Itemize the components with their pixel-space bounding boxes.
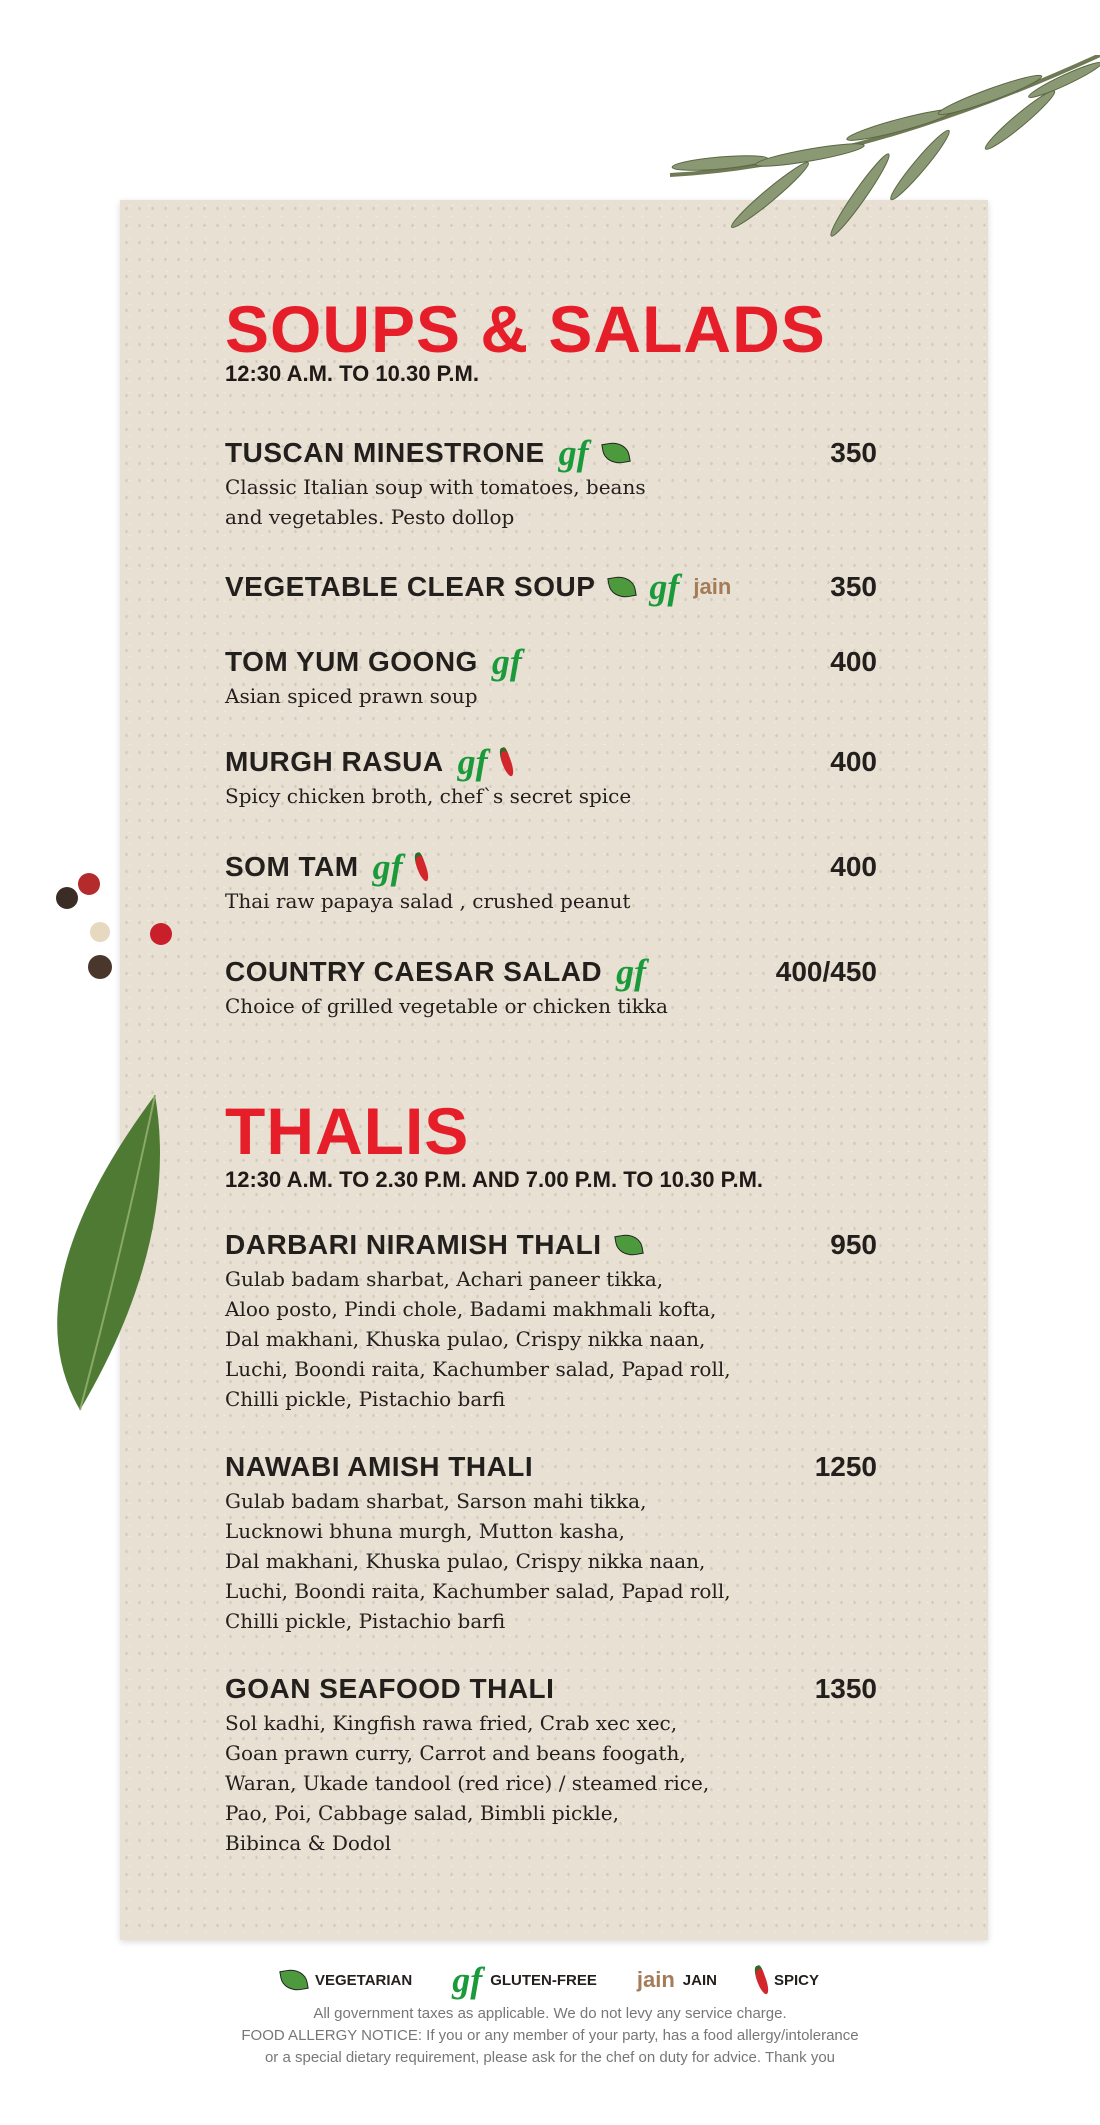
peppercorn-decoration: [56, 887, 78, 909]
item-description: Spicy chicken broth, chef`s secret spice: [225, 784, 632, 808]
item-description: Sol kadhi, Kingfish rawa fried, Crab xec xec, Goan prawn curry, Carrot and beans foogath, Waran, Ukade tandool (red rice) / steamed rice, Pao, Poi, Cabbage salad, Bimbli pickle, Bibinca & Dodol: [225, 1711, 710, 1855]
bay-leaf-decoration: [30, 1090, 170, 1420]
vegetarian-icon: [601, 440, 630, 466]
peppercorn-decoration: [88, 955, 112, 979]
item-name: NAWABI AMISH THALI: [225, 1451, 534, 1482]
gluten-free-icon: gf: [558, 433, 589, 473]
item-description: Asian spiced prawn soup: [225, 684, 478, 708]
legend-label: VEGETARIAN: [314, 1971, 413, 1989]
section-title-thalis: THALIS: [225, 1094, 470, 1168]
menu-item: [225, 567, 877, 607]
item-name: COUNTRY CAESAR SALAD: [225, 956, 603, 987]
spicy-icon: [752, 1964, 771, 1995]
menu-item: [225, 433, 877, 532]
gluten-free-icon: gf: [457, 742, 488, 782]
legend-label: JAIN: [682, 1971, 717, 1989]
allergy-notice-line: FOOD ALLERGY NOTICE: If you or any member of your party, has a food allergy/intolerance: [241, 2027, 859, 2044]
allergy-notice-line: or a special dietary requirement, please ask for the chef on duty for advice. Thank you: [264, 2049, 836, 2066]
item-name: DARBARI NIRAMISH THALI: [225, 1229, 602, 1260]
item-name: TOM YUM GOONG: [225, 646, 478, 677]
peppercorn-decoration: [78, 873, 100, 895]
jain-icon: jain: [636, 1967, 675, 1992]
item-price: 350: [830, 437, 877, 468]
vegetarian-icon: [279, 1967, 308, 1993]
peppercorn-decoration: [150, 923, 172, 945]
footer-notice: [0, 2003, 1100, 2069]
item-description: Gulab badam sharbat, Sarson mahi tikka, Lucknowi bhuna murgh, Mutton kasha, Dal makhani, Khuska pulao, Crispy nikka naan, Luchi, Boondi raita, Kachumber salad, Papad roll, Chilli pickle, Pistachio barfi: [225, 1489, 731, 1633]
gluten-free-icon: gf: [452, 1960, 483, 2000]
section-hours-thalis: 12:30 A.M. TO 2.30 P.M. AND 7.00 P.M. TO 10.30 P.M.: [225, 1167, 764, 1192]
legend-label: SPICY: [773, 1971, 819, 1989]
legend-vegetarian: [281, 1969, 412, 1991]
item-price: 350: [830, 571, 877, 602]
gluten-free-icon: gf: [616, 952, 647, 992]
item-name: TUSCAN MINESTRONE: [225, 437, 545, 468]
legend-jain: [637, 1967, 717, 1993]
vegetarian-icon: [614, 1232, 643, 1258]
item-description: Thai raw papaya salad , crushed peanut: [225, 889, 631, 913]
legend-label: GLUTEN-FREE: [490, 1971, 597, 1989]
item-price: 1250: [814, 1451, 877, 1482]
legend-gluten-free: [452, 1962, 597, 1998]
item-price: 950: [830, 1229, 877, 1260]
item-name: GOAN SEAFOOD THALI: [225, 1673, 555, 1704]
menu-item: [225, 952, 877, 1021]
peppercorn-decoration: [90, 922, 110, 942]
rosemary-decoration: [660, 55, 1100, 255]
item-price: 400: [830, 646, 877, 677]
gluten-free-icon: gf: [372, 847, 403, 887]
legend-spicy: [757, 1965, 819, 1995]
menu-item: [225, 742, 877, 811]
gluten-free-icon: gf: [491, 642, 522, 682]
item-name: VEGETABLE CLEAR SOUP: [225, 571, 596, 602]
gluten-free-icon: gf: [649, 567, 680, 607]
menu-item: [225, 1228, 877, 1414]
spicy-icon: [412, 851, 431, 882]
item-description: Choice of grilled vegetable or chicken tikka: [225, 994, 668, 1018]
legend: [0, 1962, 1100, 1998]
item-description: Gulab badam sharbat, Achari paneer tikka, Aloo posto, Pindi chole, Badami makhmali kofta, Dal makhani, Khuska pulao, Crispy nikka naan, Luchi, Boondi raita, Kachumber salad, Papad roll, Chilli pickle, Pistachio barfi: [225, 1267, 731, 1411]
item-price: 1350: [814, 1673, 877, 1704]
item-price: 400: [830, 851, 877, 882]
menu-item: [225, 847, 877, 916]
item-price: 400/450: [775, 956, 877, 987]
menu-item: [225, 642, 877, 711]
item-name: SOM TAM: [225, 851, 359, 882]
section-title-soups: SOUPS & SALADS: [225, 292, 826, 366]
spicy-icon: [497, 746, 516, 777]
vegetarian-icon: [608, 574, 637, 600]
menu-item: [225, 1672, 877, 1858]
jain-icon: jain: [693, 574, 732, 599]
section-hours-soups: 12:30 A.M. TO 10.30 P.M.: [225, 361, 479, 386]
tax-notice: All government taxes as applicable. We do not levy any service charge.: [313, 2005, 787, 2022]
item-name: MURGH RASUA: [225, 746, 444, 777]
item-description: Classic Italian soup with tomatoes, beans and vegetables. Pesto dollop: [225, 475, 646, 529]
menu-item: [225, 1450, 877, 1636]
item-price: 400: [830, 746, 877, 777]
